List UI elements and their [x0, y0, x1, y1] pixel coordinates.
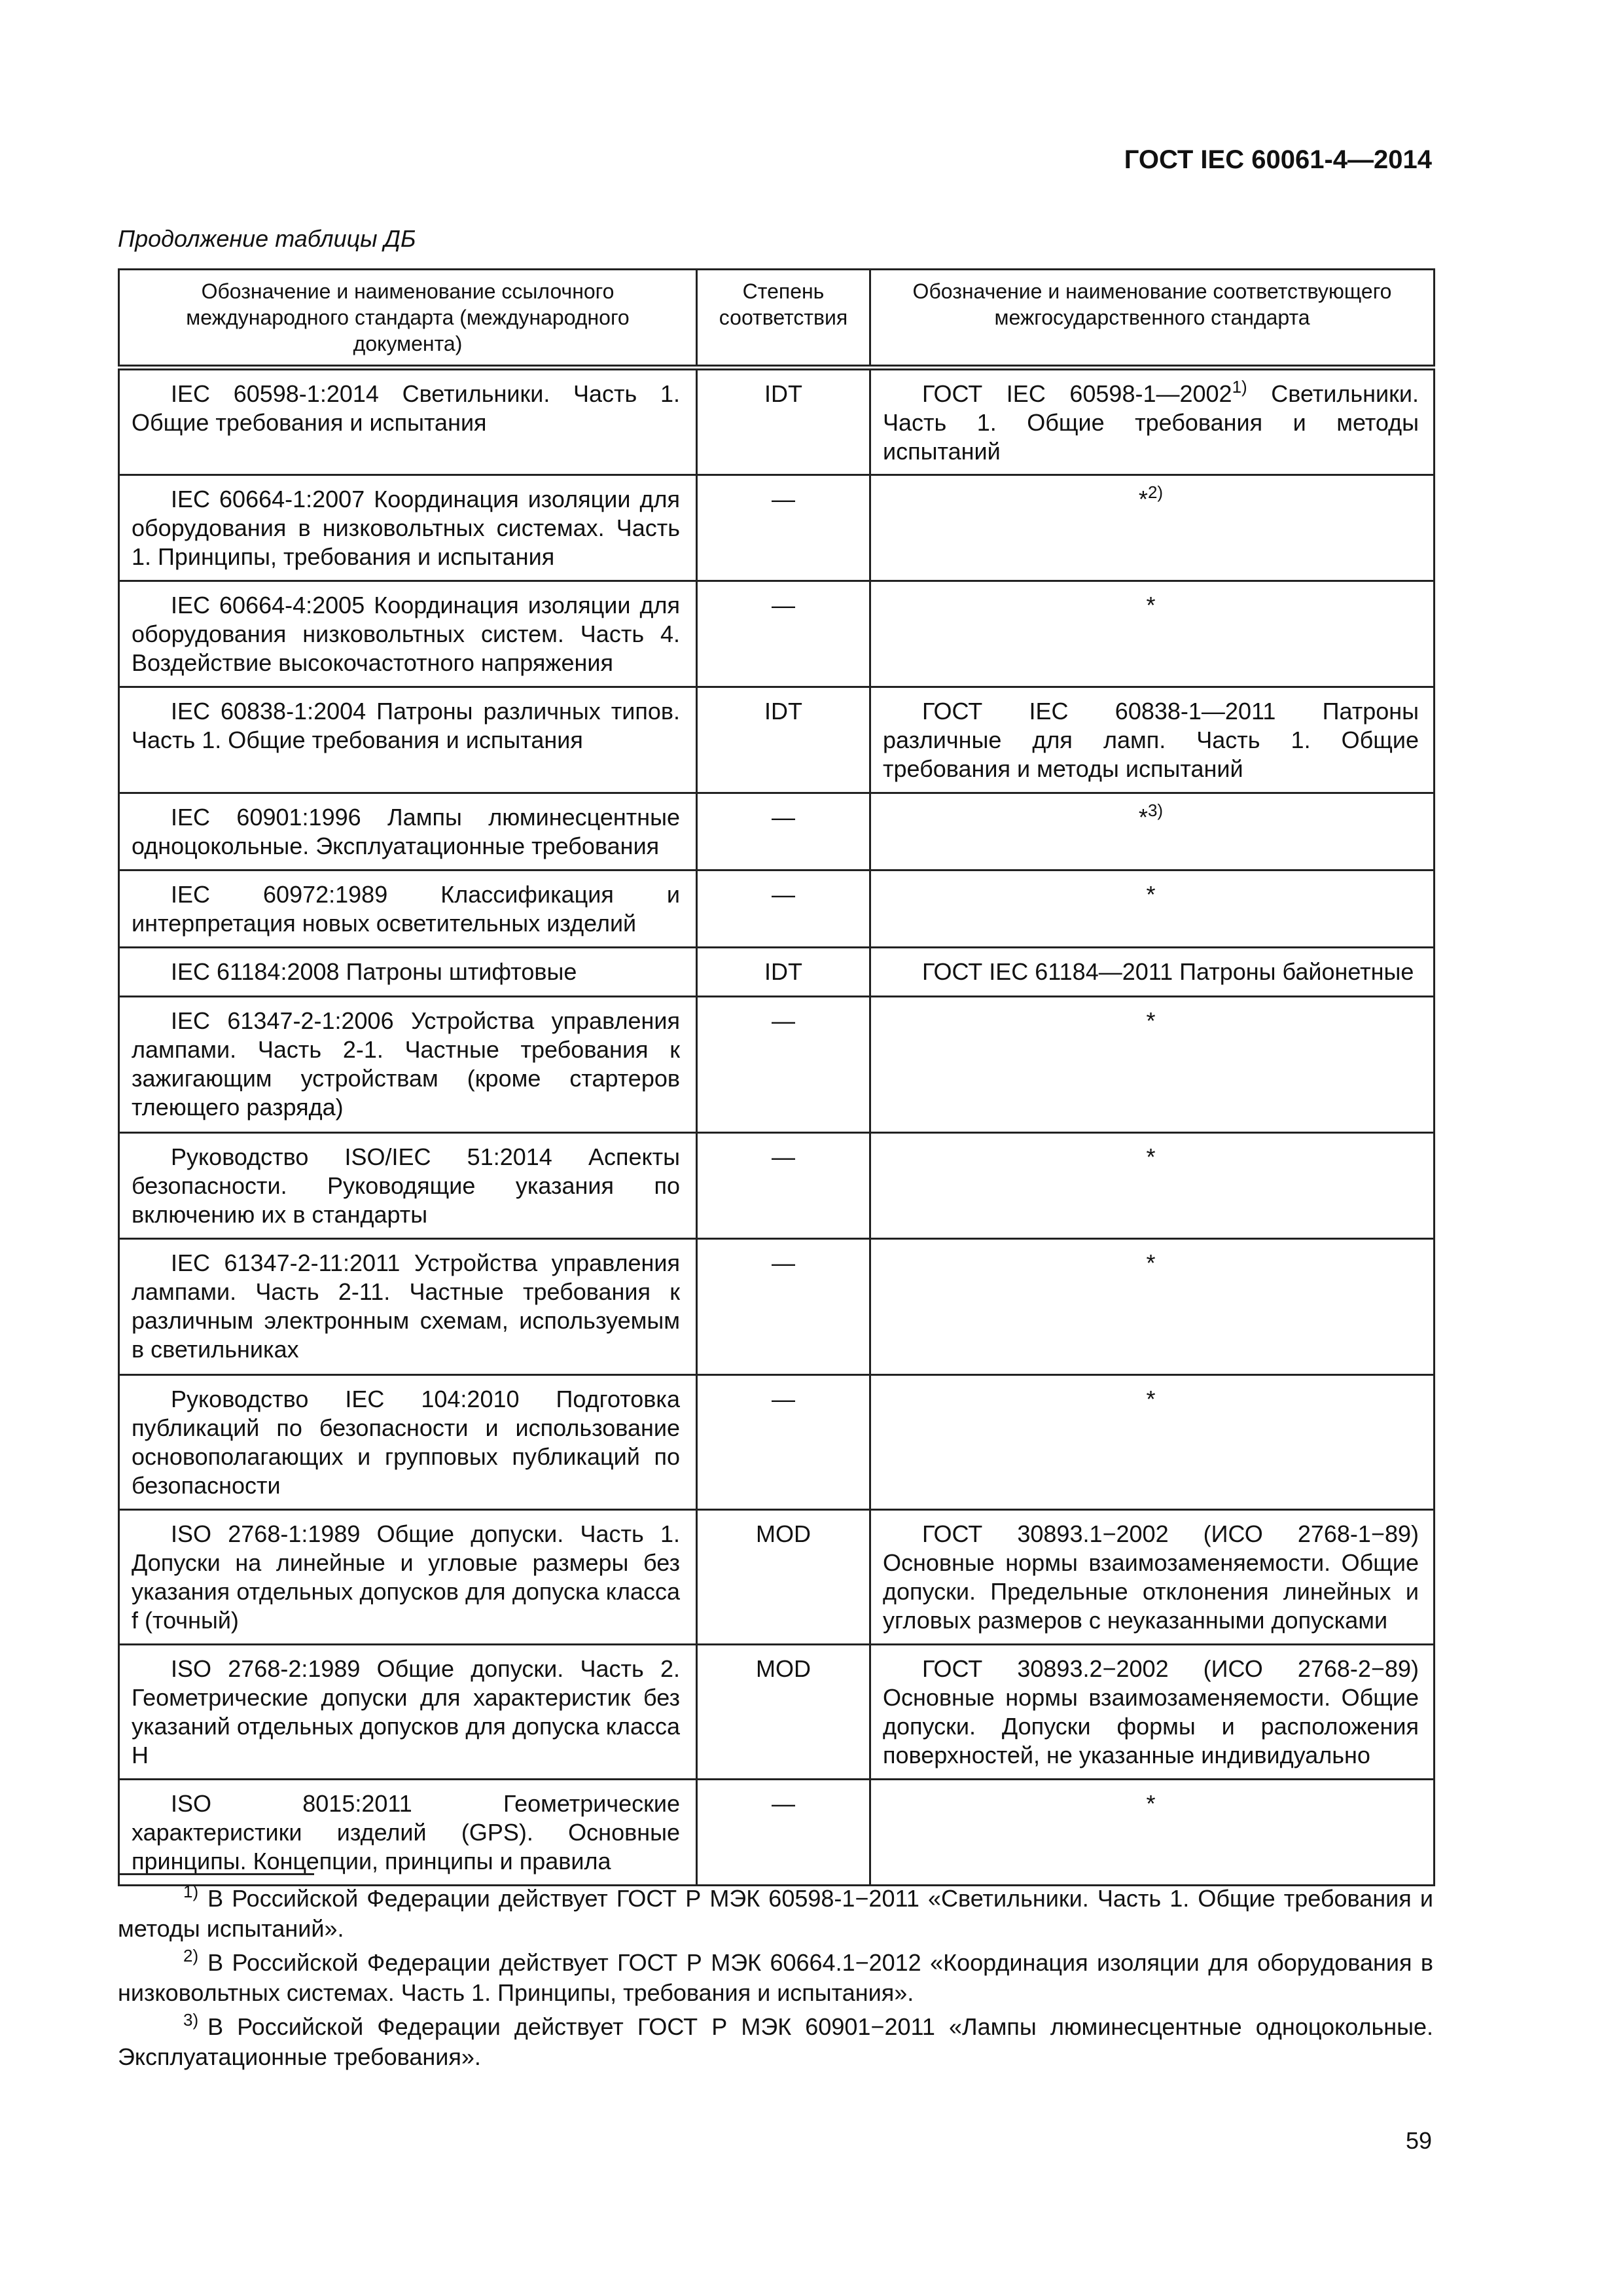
page-number: 59	[1405, 2127, 1432, 2154]
reference-standards-table	[118, 268, 1435, 1886]
table-caption: Продолжение таблицы ДБ	[118, 225, 416, 252]
header-international-standard: Обозначение и наименование ссылочного международного стандарта (международного документа)	[119, 270, 697, 368]
table-row	[119, 1645, 1435, 1780]
interstate-standard-cell	[870, 1780, 1435, 1886]
interstate-text: *	[1138, 804, 1148, 831]
interstate-text: ГОСТ 30893.1−2002 (ИСО 2768-1−89) Основные нормы взаимозаменяемости. Общие допуски. Предельные отклонения линейных и угловых размеров с неуказанными допусками	[883, 1520, 1419, 1634]
table-row	[119, 1510, 1435, 1645]
footnote-1	[118, 1884, 1433, 1944]
footnote-mark: 2)	[183, 1946, 199, 1965]
international-standard-cell: IEC 60838-1:2004 Патроны различных типов. Часть 1. Общие требования и испытания	[119, 687, 697, 793]
footnote-divider	[118, 1873, 314, 1875]
footnote-ref: 2)	[1147, 482, 1164, 502]
interstate-standard-cell	[870, 870, 1435, 948]
interstate-standard-cell	[870, 948, 1435, 997]
interstate-standard-cell	[870, 368, 1435, 475]
degree-cell: —	[697, 1239, 870, 1375]
degree-cell: —	[697, 475, 870, 581]
international-standard-cell: IEC 60598-1:2014 Светильники. Часть 1. Общие требования и испытания	[119, 368, 697, 475]
table-row	[119, 581, 1435, 687]
interstate-text: ГОСТ IEC 60838-1—2011 Патроны различные для ламп. Часть 1. Общие требования и методы испытаний	[883, 698, 1419, 782]
international-standard-cell: ISO 2768-1:1989 Общие допуски. Часть 1. Допуски на линейные и угловые размеры без указания отдельных допусков для допуска класса f (точный)	[119, 1510, 697, 1645]
international-standard-cell: IEC 61347-2-1:2006 Устройства управления лампами. Часть 2-1. Частные требования к зажигающим устройствам (кроме стартеров тлеющего разряда)	[119, 997, 697, 1133]
international-standard-cell: IEC 60664-4:2005 Координация изоляции для оборудования низковольтных систем. Часть 4. Воздействие высокочастотного напряжения	[119, 581, 697, 687]
interstate-standard-cell	[870, 1645, 1435, 1780]
degree-cell: —	[697, 793, 870, 870]
international-standard-cell: ISO 2768-2:1989 Общие допуски. Часть 2. Геометрические допуски для характеристик без указаний отдельных допусков для допуска класса H	[119, 1645, 697, 1780]
footnotes	[118, 1884, 1433, 2076]
interstate-text: *	[1146, 1007, 1156, 1034]
table-row	[119, 1375, 1435, 1510]
interstate-text: ГОСТ 30893.2−2002 (ИСО 2768-2−89) Основные нормы взаимозаменяемости. Общие допуски. Допуски формы и расположения поверхностей, не указанные индивидуально	[883, 1655, 1419, 1768]
interstate-text: ГОСТ IEC 60598-1—2002	[922, 380, 1232, 407]
interstate-text: *	[1146, 1143, 1156, 1170]
international-standard-cell: Руководство IEC 104:2010 Подготовка публикаций по безопасности и использование основополагающих и групповых публикаций по безопасности	[119, 1375, 697, 1510]
interstate-text: *	[1146, 1790, 1156, 1817]
table-row	[119, 997, 1435, 1133]
degree-cell: —	[697, 581, 870, 687]
international-standard-cell: Руководство ISO/IEC 51:2014 Аспекты безопасности. Руководящие указания по включению их в стандарты	[119, 1133, 697, 1239]
table-row	[119, 475, 1435, 581]
international-standard-cell: IEC 61184:2008 Патроны штифтовые	[119, 948, 697, 997]
footnote-mark: 1)	[183, 1882, 199, 1901]
international-standard-cell: ISO 8015:2011 Геометрические характеристики изделий (GPS). Основные принципы. Концепции, принципы и правила	[119, 1780, 697, 1886]
interstate-text-continued: Светильники. Часть 1. Общие требования и методы испытаний	[883, 380, 1419, 465]
footnote-mark: 3)	[183, 2010, 199, 2030]
table-row	[119, 1239, 1435, 1375]
international-standard-cell: IEC 60901:1996 Лампы люминесцентные одноцокольные. Эксплуатационные требования	[119, 793, 697, 870]
interstate-standard-cell	[870, 1510, 1435, 1645]
footnote-3	[118, 2012, 1433, 2072]
degree-cell: IDT	[697, 687, 870, 793]
interstate-standard-cell	[870, 581, 1435, 687]
interstate-standard-cell	[870, 475, 1435, 581]
international-standard-cell: IEC 61347-2-11:2011 Устройства управления лампами. Часть 2-11. Частные требования к различным электронным схемам, используемым в светильниках	[119, 1239, 697, 1375]
degree-cell: —	[697, 997, 870, 1133]
degree-cell: IDT	[697, 368, 870, 475]
table-row	[119, 687, 1435, 793]
interstate-standard-cell	[870, 997, 1435, 1133]
interstate-text: ГОСТ IEC 61184—2011 Патроны байонетные	[922, 958, 1414, 985]
footnote-text: В Российской Федерации действует ГОСТ Р МЭК 60664.1−2012 «Координация изоляции для оборудования в низковольтных системах. Часть 1. Принципы, требования и испытания».	[118, 1949, 1433, 2006]
interstate-text: *	[1146, 1386, 1156, 1412]
international-standard-cell: IEC 60972:1989 Классификация и интерпретация новых осветительных изделий	[119, 870, 697, 948]
degree-cell: IDT	[697, 948, 870, 997]
international-standard-cell: IEC 60664-1:2007 Координация изоляции для оборудования в низковольтных системах. Часть 1. Принципы, требования и испытания	[119, 475, 697, 581]
interstate-standard-cell	[870, 1239, 1435, 1375]
interstate-text: *	[1146, 592, 1156, 619]
footnote-2	[118, 1948, 1433, 2008]
interstate-text: *	[1138, 486, 1148, 512]
table-header-row	[119, 270, 1435, 368]
footnote-text: В Российской Федерации действует ГОСТ Р МЭК 60901−2011 «Лампы люминесцентные одноцокольные. Эксплуатационные требования».	[118, 2013, 1433, 2070]
footnote-ref: 3)	[1147, 800, 1164, 820]
table-row	[119, 1133, 1435, 1239]
interstate-standard-cell	[870, 1375, 1435, 1510]
table-row	[119, 1780, 1435, 1886]
header-degree-of-conformity: Степень соответствия	[697, 270, 870, 368]
interstate-standard-cell	[870, 1133, 1435, 1239]
degree-cell: —	[697, 1375, 870, 1510]
interstate-standard-cell	[870, 793, 1435, 870]
table-row	[119, 793, 1435, 870]
interstate-text: *	[1146, 881, 1156, 908]
footnote-ref: 1)	[1232, 377, 1247, 397]
header-interstate-standard: Обозначение и наименование соответствующего межгосударственного стандарта	[870, 270, 1435, 368]
degree-cell: MOD	[697, 1645, 870, 1780]
degree-cell: —	[697, 1133, 870, 1239]
degree-cell: —	[697, 1780, 870, 1886]
footnote-text: В Российской Федерации действует ГОСТ Р МЭК 60598-1−2011 «Светильники. Часть 1. Общие требования и методы испытаний».	[118, 1885, 1433, 1942]
table-row	[119, 948, 1435, 997]
interstate-text: *	[1146, 1249, 1156, 1276]
degree-cell: —	[697, 870, 870, 948]
document-code: ГОСТ IEC 60061-4—2014	[1124, 145, 1432, 174]
interstate-standard-cell	[870, 687, 1435, 793]
table-row	[119, 870, 1435, 948]
table-row	[119, 368, 1435, 475]
degree-cell: MOD	[697, 1510, 870, 1645]
